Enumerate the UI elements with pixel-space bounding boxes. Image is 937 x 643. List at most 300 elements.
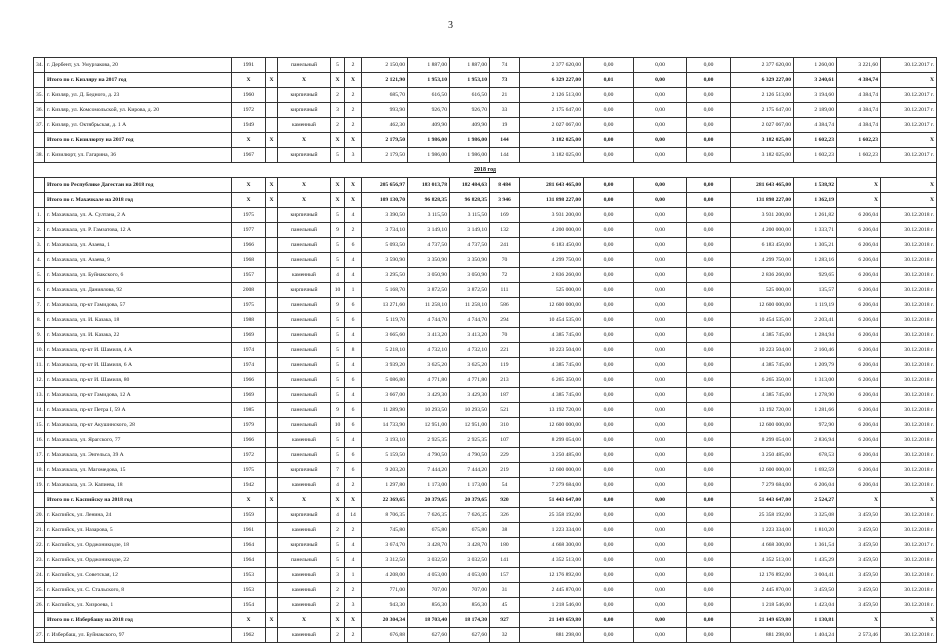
cell-fund-2: 0,00 bbox=[634, 238, 687, 253]
cell-completion-date: 30.12.2017 г. bbox=[881, 538, 937, 553]
cell-area-residential: 4 790,50 bbox=[450, 448, 490, 463]
year-section-header bbox=[34, 163, 937, 178]
cell-floors: 5 bbox=[331, 148, 345, 163]
cell-completion-date: 30.12.2017 г. bbox=[881, 103, 937, 118]
cell-entrances: 4 bbox=[345, 538, 362, 553]
cell-cost-limit: 4 384,74 bbox=[837, 103, 881, 118]
cell-unit-cost: 3 194,60 bbox=[794, 88, 837, 103]
cell-residents: 33 bbox=[490, 103, 520, 118]
cell-floors: 5 bbox=[331, 553, 345, 568]
cell-year-built: 1974 bbox=[232, 343, 266, 358]
cell-fund-1: 0,00 bbox=[584, 433, 634, 448]
cell-wall-material: X bbox=[278, 178, 331, 193]
cell-fund-3: 0,00 bbox=[687, 358, 731, 373]
cell-total-area: 109 130,70 bbox=[362, 193, 408, 208]
cell-fund-2: 0,00 bbox=[634, 493, 687, 508]
cell-row-number: 11. bbox=[34, 358, 45, 373]
cell-area-premises: 1 887,00 bbox=[408, 58, 450, 73]
cell-total-cost: 12 600 000,00 bbox=[520, 463, 584, 478]
cell-cost-limit: X bbox=[837, 493, 881, 508]
cell-entrances: 6 bbox=[345, 373, 362, 388]
cell-total-cost: 4 299 750,00 bbox=[520, 253, 584, 268]
cell-area-residential: 4 744,70 bbox=[450, 313, 490, 328]
cell-row-number: 9. bbox=[34, 328, 45, 343]
cell-completion-date: 30.12.2018 г. bbox=[881, 223, 937, 238]
cell-floors: X bbox=[331, 493, 345, 508]
cell-fund-owners: 1 218 546,00 bbox=[731, 598, 794, 613]
cell-residents: 927 bbox=[490, 613, 520, 628]
table-row bbox=[34, 328, 937, 343]
cell-residents: 586 bbox=[490, 298, 520, 313]
cell-area-premises: 18 703,40 bbox=[408, 613, 450, 628]
cell-floors: 5 bbox=[331, 313, 345, 328]
cell-unit-cost: 1 435,29 bbox=[794, 553, 837, 568]
cell-fund-3: 0,00 bbox=[687, 538, 731, 553]
cell-fund-1: 0,00 bbox=[584, 208, 634, 223]
cell-row-number: 38. bbox=[34, 148, 45, 163]
cell-floors: 2 bbox=[331, 583, 345, 598]
cell-residents: 19 bbox=[490, 118, 520, 133]
cell-residents: 187 bbox=[490, 388, 520, 403]
cell-total-area: 993,90 bbox=[362, 103, 408, 118]
cell-wall-material: панельный bbox=[278, 313, 331, 328]
cell-fund-owners: 12 176 892,00 bbox=[731, 568, 794, 583]
cell-area-residential: 4 737,50 bbox=[450, 238, 490, 253]
cell-completion-date: 30.12.2018 г. bbox=[881, 478, 937, 493]
cell-residents: 119 bbox=[490, 358, 520, 373]
cell-blank bbox=[266, 508, 278, 523]
cell-wall-material: кирпичный bbox=[278, 463, 331, 478]
cell-area-residential: 3 429,30 bbox=[450, 388, 490, 403]
cell-fund-3: 0,00 bbox=[687, 553, 731, 568]
table-row bbox=[34, 388, 937, 403]
cell-fund-owners: 2 027 067,00 bbox=[731, 118, 794, 133]
cell-total-cost: 4 668 300,00 bbox=[520, 538, 584, 553]
cell-total-cost: 2 027 067,00 bbox=[520, 118, 584, 133]
cell-cost-limit: 6 206,04 bbox=[837, 313, 881, 328]
cell-fund-owners: 6 265 350,00 bbox=[731, 373, 794, 388]
cell-fund-owners: 2 126 513,00 bbox=[731, 88, 794, 103]
cell-fund-1: 0,00 bbox=[584, 58, 634, 73]
cell-fund-3: 0,00 bbox=[687, 103, 731, 118]
cell-year-built: 1969 bbox=[232, 328, 266, 343]
cell-fund-2: 0,00 bbox=[634, 538, 687, 553]
cell-unit-cost: 1 261,82 bbox=[794, 208, 837, 223]
cell-residents: 31 bbox=[490, 583, 520, 598]
cell-fund-owners: 6 329 227,00 bbox=[731, 73, 794, 88]
cell-area-residential: 2 925,35 bbox=[450, 433, 490, 448]
cell-total-area: 5 168,70 bbox=[362, 283, 408, 298]
cell-row-number: 1. bbox=[34, 208, 45, 223]
cell-floors: 2 bbox=[331, 628, 345, 643]
cell-blank bbox=[266, 388, 278, 403]
cell-total-cost: 4 200 000,00 bbox=[520, 223, 584, 238]
cell-fund-2: 0,00 bbox=[634, 418, 687, 433]
subtotal-row bbox=[34, 493, 937, 508]
cell-total-area: 3 590,90 bbox=[362, 253, 408, 268]
cell-row-number: 12. bbox=[34, 373, 45, 388]
cell-area-premises: 856,30 bbox=[408, 598, 450, 613]
cell-total-area: 2 179,50 bbox=[362, 133, 408, 148]
cell-fund-1: 0,00 bbox=[584, 328, 634, 343]
cell-total-cost: 13 192 720,00 bbox=[520, 403, 584, 418]
cell-total-area: 13 271,60 bbox=[362, 298, 408, 313]
cell-blank bbox=[266, 238, 278, 253]
cell-cost-limit: 6 206,04 bbox=[837, 448, 881, 463]
cell-cost-limit: 6 206,04 bbox=[837, 223, 881, 238]
cell-fund-2: 0,00 bbox=[634, 508, 687, 523]
cell-residents: 45 bbox=[490, 598, 520, 613]
cell-area-residential: 20 379,65 bbox=[450, 493, 490, 508]
cell-completion-date: 30.12.2018 г. bbox=[881, 448, 937, 463]
cell-address: г. Махачкала, пр-кт Гамидова, 12 А bbox=[45, 388, 232, 403]
cell-unit-cost: 3 240,61 bbox=[794, 73, 837, 88]
cell-residents: 70 bbox=[490, 253, 520, 268]
cell-area-residential: 11 258,10 bbox=[450, 298, 490, 313]
cell-area-premises: 3 872,50 bbox=[408, 283, 450, 298]
cell-row-number: 5. bbox=[34, 268, 45, 283]
cell-unit-cost: 3 459,50 bbox=[794, 583, 837, 598]
cell-area-premises: 3 428,70 bbox=[408, 538, 450, 553]
cell-year-built: 1966 bbox=[232, 433, 266, 448]
cell-total-cost: 7 279 684,00 bbox=[520, 478, 584, 493]
cell-wall-material: кирпичный bbox=[278, 283, 331, 298]
cell-area-residential: 4 732,10 bbox=[450, 343, 490, 358]
cell-fund-2: 0,00 bbox=[634, 73, 687, 88]
cell-fund-3: 0,00 bbox=[687, 388, 731, 403]
cell-residents: 180 bbox=[490, 538, 520, 553]
cell-total-cost: 1 223 334,00 bbox=[520, 523, 584, 538]
cell-unit-cost: 1 260,00 bbox=[794, 58, 837, 73]
cell-unit-cost: 3 325,08 bbox=[794, 508, 837, 523]
year-label: 2018 год bbox=[474, 167, 496, 173]
cell-residents: 326 bbox=[490, 508, 520, 523]
cell-address: г. Махачкала, пр-кт И. Шамиля, 6 А bbox=[45, 358, 232, 373]
cell-fund-1: 0,00 bbox=[584, 403, 634, 418]
cell-cost-limit: X bbox=[837, 613, 881, 628]
cell-fund-2: 0,00 bbox=[634, 133, 687, 148]
cell-address: Итого по г. Кизилюрту на 2017 год bbox=[45, 133, 232, 148]
cell-blank: X bbox=[266, 133, 278, 148]
cell-unit-cost: 972,90 bbox=[794, 418, 837, 433]
cell-fund-owners: 4 385 745,00 bbox=[731, 358, 794, 373]
cell-total-area: 2 150,00 bbox=[362, 58, 408, 73]
cell-residents: 521 bbox=[490, 403, 520, 418]
cell-total-area: 685,70 bbox=[362, 88, 408, 103]
cell-blank bbox=[266, 268, 278, 283]
table-row bbox=[34, 208, 937, 223]
cell-fund-1: 0,00 bbox=[584, 478, 634, 493]
cell-cost-limit: 3 459,50 bbox=[837, 598, 881, 613]
cell-area-residential: 856,30 bbox=[450, 598, 490, 613]
cell-blank: X bbox=[266, 193, 278, 208]
table-row bbox=[34, 463, 937, 478]
cell-entrances: 4 bbox=[345, 433, 362, 448]
cell-wall-material: каменный bbox=[278, 598, 331, 613]
cell-area-residential: 627,60 bbox=[450, 628, 490, 643]
cell-area-premises: 3 625,20 bbox=[408, 358, 450, 373]
cell-entrances: 8 bbox=[345, 343, 362, 358]
cell-year-built: X bbox=[232, 73, 266, 88]
table-row bbox=[34, 223, 937, 238]
cell-cost-limit: 6 206,04 bbox=[837, 238, 881, 253]
table-row bbox=[34, 268, 937, 283]
cell-fund-2: 0,00 bbox=[634, 253, 687, 268]
cell-address: Итого по г. Каспийску на 2018 год bbox=[45, 493, 232, 508]
cell-fund-3: 0,00 bbox=[687, 268, 731, 283]
cell-completion-date: 30.12.2018 г. bbox=[881, 253, 937, 268]
cell-residents: 310 bbox=[490, 418, 520, 433]
cell-blank bbox=[266, 298, 278, 313]
cell-entrances: 4 bbox=[345, 388, 362, 403]
cell-fund-3: 0,00 bbox=[687, 433, 731, 448]
cell-year-built: 1961 bbox=[232, 523, 266, 538]
cell-total-cost: 525 000,00 bbox=[520, 283, 584, 298]
cell-row-number: 22. bbox=[34, 538, 45, 553]
cell-residents: 3 946 bbox=[490, 193, 520, 208]
subtotal-row bbox=[34, 193, 937, 208]
cell-blank bbox=[266, 598, 278, 613]
cell-fund-2: 0,00 bbox=[634, 478, 687, 493]
cell-total-cost: 51 443 647,00 bbox=[520, 493, 584, 508]
cell-entrances: 2 bbox=[345, 58, 362, 73]
cell-cost-limit: 3 459,50 bbox=[837, 523, 881, 538]
cell-total-cost: 6 183 450,00 bbox=[520, 238, 584, 253]
table-row bbox=[34, 103, 937, 118]
cell-wall-material: кирпичный bbox=[278, 208, 331, 223]
cell-address: г. Махачкала, ул. Э. Капиева, 18 bbox=[45, 478, 232, 493]
cell-area-residential: 96 828,35 bbox=[450, 193, 490, 208]
cell-fund-owners: 3 182 025,00 bbox=[731, 133, 794, 148]
cell-fund-1: 0,00 bbox=[584, 463, 634, 478]
cell-cost-limit: 1 602,23 bbox=[837, 133, 881, 148]
table-row bbox=[34, 238, 937, 253]
cell-cost-limit: 6 206,04 bbox=[837, 388, 881, 403]
cell-fund-owners: 2 836 260,00 bbox=[731, 268, 794, 283]
cell-area-residential: 7 626,35 bbox=[450, 508, 490, 523]
cell-area-premises: 3 350,90 bbox=[408, 253, 450, 268]
cell-cost-limit: X bbox=[837, 193, 881, 208]
cell-year-built: 1972 bbox=[232, 103, 266, 118]
cell-floors: 9 bbox=[331, 403, 345, 418]
cell-fund-owners: 3 250 485,00 bbox=[731, 448, 794, 463]
cell-floors: 10 bbox=[331, 418, 345, 433]
cell-wall-material: кирпичный bbox=[278, 88, 331, 103]
cell-fund-owners: 525 000,00 bbox=[731, 283, 794, 298]
cell-cost-limit: 6 206,04 bbox=[837, 328, 881, 343]
cell-unit-cost: 1 361,54 bbox=[794, 538, 837, 553]
cell-row-number: 27. bbox=[34, 628, 45, 643]
cell-completion-date: 30.12.2018 г. bbox=[881, 373, 937, 388]
cell-fund-3: 0,00 bbox=[687, 583, 731, 598]
table-row bbox=[34, 418, 937, 433]
cell-entrances: X bbox=[345, 73, 362, 88]
cell-row-number: 6. bbox=[34, 283, 45, 298]
cell-total-area: 3 193,10 bbox=[362, 433, 408, 448]
cell-residents: 54 bbox=[490, 478, 520, 493]
cell-floors: 5 bbox=[331, 328, 345, 343]
cell-wall-material: панельный bbox=[278, 358, 331, 373]
cell-cost-limit: 6 206,04 bbox=[837, 418, 881, 433]
cell-year-built: 1964 bbox=[232, 553, 266, 568]
cell-blank bbox=[266, 373, 278, 388]
cell-area-residential: 3 032,50 bbox=[450, 553, 490, 568]
cell-fund-2: 0,00 bbox=[634, 583, 687, 598]
cell-year-built: 1954 bbox=[232, 598, 266, 613]
cell-total-cost: 3 182 025,00 bbox=[520, 133, 584, 148]
cell-area-residential: 3 149,10 bbox=[450, 223, 490, 238]
cell-area-premises: 10 293,50 bbox=[408, 403, 450, 418]
cell-blank bbox=[266, 208, 278, 223]
cell-unit-cost: 1 281,66 bbox=[794, 403, 837, 418]
cell-floors: 4 bbox=[331, 268, 345, 283]
cell-year-built: 1966 bbox=[232, 238, 266, 253]
cell-fund-3: 0,00 bbox=[687, 328, 731, 343]
cell-completion-date: 30.12.2018 г. bbox=[881, 433, 937, 448]
cell-area-premises: 4 744,70 bbox=[408, 313, 450, 328]
cell-fund-3: 0,00 bbox=[687, 448, 731, 463]
cell-entrances: 2 bbox=[345, 478, 362, 493]
cell-residents: 219 bbox=[490, 463, 520, 478]
table-row bbox=[34, 58, 937, 73]
cell-fund-3: 0,00 bbox=[687, 628, 731, 643]
cell-floors: 9 bbox=[331, 298, 345, 313]
cell-wall-material: панельный bbox=[278, 58, 331, 73]
cell-entrances: 6 bbox=[345, 448, 362, 463]
housing-repair-table bbox=[33, 57, 937, 643]
cell-address: г. Кизилюрт, ул. Гагарина, 36 bbox=[45, 148, 232, 163]
cell-area-premises: 20 379,65 bbox=[408, 493, 450, 508]
cell-year-built: X bbox=[232, 493, 266, 508]
cell-row-number: 15. bbox=[34, 418, 45, 433]
cell-area-premises: 4 790,50 bbox=[408, 448, 450, 463]
cell-fund-owners: 7 279 684,00 bbox=[731, 478, 794, 493]
cell-residents: 111 bbox=[490, 283, 520, 298]
cell-fund-2: 0,00 bbox=[634, 358, 687, 373]
cell-wall-material: каменный bbox=[278, 583, 331, 598]
cell-completion-date: 30.12.2018 г. bbox=[881, 358, 937, 373]
cell-fund-owners: 4 385 745,00 bbox=[731, 388, 794, 403]
cell-completion-date: 30.12.2018 г. bbox=[881, 208, 937, 223]
cell-completion-date: 30.12.2018 г. bbox=[881, 298, 937, 313]
cell-area-premises: 409,90 bbox=[408, 118, 450, 133]
cell-fund-owners: 8 299 054,00 bbox=[731, 433, 794, 448]
table-row bbox=[34, 568, 937, 583]
cell-fund-owners: 51 443 647,00 bbox=[731, 493, 794, 508]
cell-fund-3: 0,00 bbox=[687, 478, 731, 493]
cell-total-cost: 2 377 620,00 bbox=[520, 58, 584, 73]
cell-fund-3: 0,00 bbox=[687, 118, 731, 133]
cell-blank bbox=[266, 628, 278, 643]
cell-row-number bbox=[34, 178, 45, 193]
cell-fund-1: 0,00 bbox=[584, 343, 634, 358]
cell-total-cost: 281 643 465,00 bbox=[520, 178, 584, 193]
cell-fund-3: 0,00 bbox=[687, 253, 731, 268]
cell-fund-owners: 10 454 535,00 bbox=[731, 313, 794, 328]
cell-completion-date: X bbox=[881, 133, 937, 148]
table-row bbox=[34, 148, 937, 163]
cell-wall-material: панельный bbox=[278, 403, 331, 418]
cell-cost-limit: 6 206,04 bbox=[837, 433, 881, 448]
cell-year-built: 1960 bbox=[232, 88, 266, 103]
cell-unit-cost: 135,57 bbox=[794, 283, 837, 298]
cell-cost-limit: 6 206,04 bbox=[837, 373, 881, 388]
cell-total-cost: 1 218 546,00 bbox=[520, 598, 584, 613]
cell-wall-material: каменный bbox=[278, 268, 331, 283]
cell-fund-owners: 881 298,00 bbox=[731, 628, 794, 643]
cell-area-residential: 18 174,30 bbox=[450, 613, 490, 628]
cell-area-premises: 707,00 bbox=[408, 583, 450, 598]
cell-residents: 169 bbox=[490, 208, 520, 223]
cell-unit-cost: 2 524,27 bbox=[794, 493, 837, 508]
cell-area-residential: 3 625,20 bbox=[450, 358, 490, 373]
cell-row-number: 4. bbox=[34, 253, 45, 268]
cell-wall-material: X bbox=[278, 73, 331, 88]
cell-wall-material: каменный bbox=[278, 433, 331, 448]
cell-floors: 4 bbox=[331, 508, 345, 523]
cell-fund-1: 0,00 bbox=[584, 388, 634, 403]
cell-blank bbox=[266, 118, 278, 133]
cell-total-area: 462,30 bbox=[362, 118, 408, 133]
cell-total-cost: 10 223 504,00 bbox=[520, 343, 584, 358]
cell-residents: 213 bbox=[490, 373, 520, 388]
cell-completion-date: X bbox=[881, 193, 937, 208]
cell-floors: 2 bbox=[331, 598, 345, 613]
cell-area-residential: 7 444,20 bbox=[450, 463, 490, 478]
cell-row-number: 16. bbox=[34, 433, 45, 448]
subtotal-row bbox=[34, 178, 937, 193]
cell-row-number bbox=[34, 133, 45, 148]
cell-cost-limit: 6 206,04 bbox=[837, 298, 881, 313]
cell-unit-cost: 1 404,24 bbox=[794, 628, 837, 643]
cell-address: г. Каспийск, ул. С. Стальского, 8 bbox=[45, 583, 232, 598]
cell-floors: 5 bbox=[331, 238, 345, 253]
cell-address: г. Каспийск, ул. Советская, 12 bbox=[45, 568, 232, 583]
cell-fund-1: 0,00 bbox=[584, 538, 634, 553]
cell-fund-owners: 3 931 200,00 bbox=[731, 208, 794, 223]
cell-fund-owners: 281 643 465,00 bbox=[731, 178, 794, 193]
cell-area-premises: 3 413,20 bbox=[408, 328, 450, 343]
cell-year-built: 1959 bbox=[232, 508, 266, 523]
cell-fund-2: 0,00 bbox=[634, 613, 687, 628]
cell-area-residential: 3 428,70 bbox=[450, 538, 490, 553]
cell-blank bbox=[266, 433, 278, 448]
cell-area-residential: 616,50 bbox=[450, 88, 490, 103]
cell-year-built: 1962 bbox=[232, 628, 266, 643]
cell-total-area: 745,80 bbox=[362, 523, 408, 538]
cell-cost-limit: 6 206,04 bbox=[837, 463, 881, 478]
cell-floors: 5 bbox=[331, 448, 345, 463]
cell-cost-limit: 3 459,50 bbox=[837, 583, 881, 598]
cell-year-built: 1974 bbox=[232, 358, 266, 373]
cell-blank: X bbox=[266, 493, 278, 508]
cell-entrances: 2 bbox=[345, 628, 362, 643]
cell-entrances: X bbox=[345, 133, 362, 148]
cell-entrances: 2 bbox=[345, 583, 362, 598]
cell-completion-date: 30.12.2017 г. bbox=[881, 148, 937, 163]
cell-address: г. Махачкала, ул. И. Казака, 22 bbox=[45, 328, 232, 343]
cell-floors: 5 bbox=[331, 433, 345, 448]
cell-floors: 3 bbox=[331, 103, 345, 118]
cell-row-number: 25. bbox=[34, 583, 45, 598]
cell-blank bbox=[266, 58, 278, 73]
cell-completion-date: 30.12.2017 г. bbox=[881, 88, 937, 103]
cell-blank bbox=[266, 358, 278, 373]
cell-fund-owners: 6 183 450,00 bbox=[731, 238, 794, 253]
cell-year-built: 1991 bbox=[232, 58, 266, 73]
cell-total-cost: 10 454 535,00 bbox=[520, 313, 584, 328]
cell-area-premises: 675,80 bbox=[408, 523, 450, 538]
